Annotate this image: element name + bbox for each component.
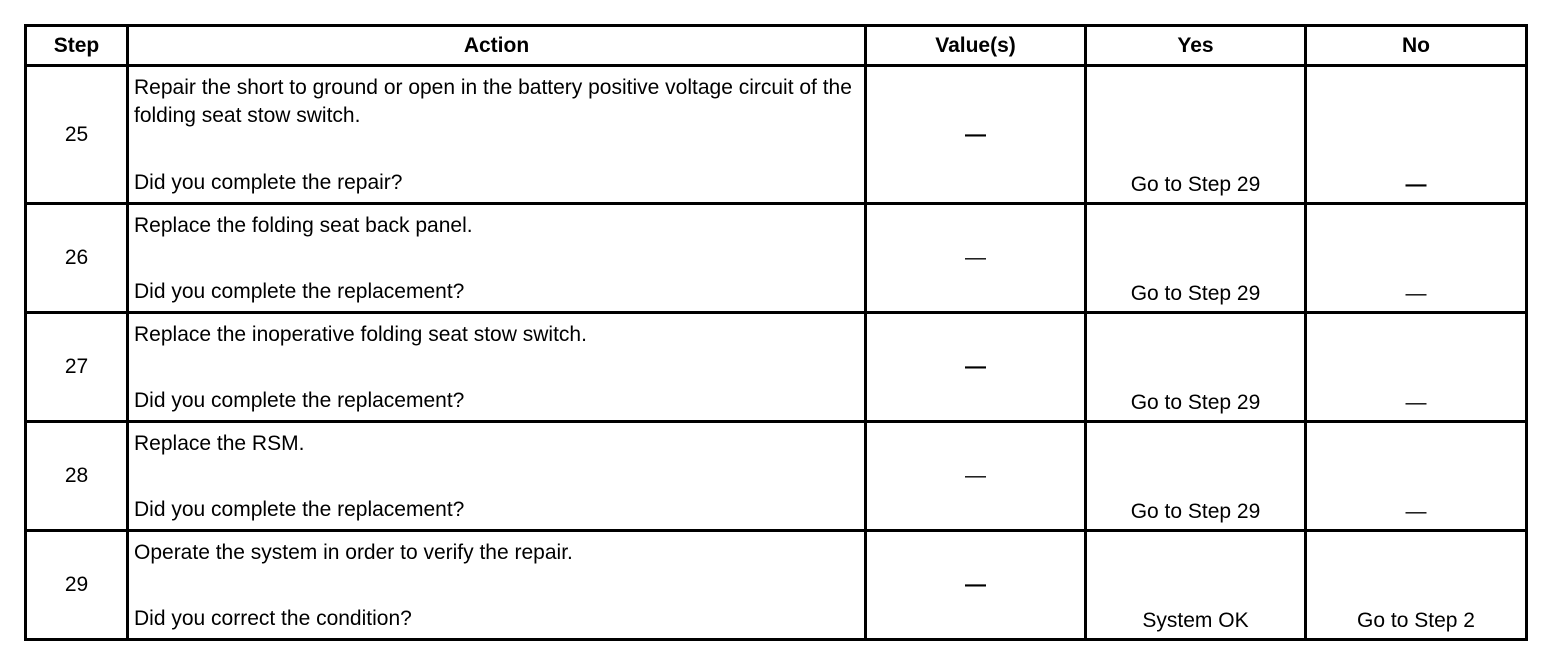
- value-cell: —: [866, 313, 1086, 422]
- yes-cell: [1086, 66, 1306, 204]
- header-yes: Yes: [1086, 26, 1306, 66]
- table-row: [26, 313, 1527, 422]
- table-row: [26, 66, 1527, 204]
- value-cell: —: [866, 204, 1086, 313]
- no-cell: [1306, 204, 1527, 313]
- yes-cell: [1086, 204, 1306, 313]
- no-result: —: [1405, 282, 1427, 305]
- action-cell: [128, 531, 866, 640]
- header-step: Step: [26, 26, 128, 66]
- action-text: Repair the short to ground or open in the battery positive voltage circuit of the folding seat stow switch.: [134, 76, 852, 127]
- yes-cell: [1086, 313, 1306, 422]
- step-number: 25: [26, 66, 128, 204]
- header-row: [26, 26, 1527, 66]
- header-action: Action: [128, 26, 866, 66]
- step-number: 27: [26, 313, 128, 422]
- yes-result: Go to Step 29: [1130, 282, 1261, 305]
- action-question: Did you correct the condition?: [134, 607, 412, 630]
- table-row: [26, 422, 1527, 531]
- yes-cell: [1086, 422, 1306, 531]
- step-number: 28: [26, 422, 128, 531]
- yes-cell: [1086, 531, 1306, 640]
- action-text: Replace the folding seat back panel.: [134, 214, 473, 237]
- table-row: [26, 531, 1527, 640]
- action-cell: [128, 313, 866, 422]
- action-text: Operate the system in order to verify the repair.: [134, 541, 573, 564]
- value-cell: —: [866, 531, 1086, 640]
- value-cell: —: [866, 66, 1086, 204]
- yes-result: Go to Step 29: [1130, 500, 1261, 523]
- action-cell: [128, 204, 866, 313]
- action-question: Did you complete the replacement?: [134, 498, 465, 521]
- action-text: Replace the RSM.: [134, 432, 305, 455]
- table-row: [26, 204, 1527, 313]
- yes-result: Go to Step 29: [1130, 391, 1261, 414]
- yes-result: Go to Step 29: [1130, 173, 1261, 196]
- yes-result: System OK: [1142, 609, 1249, 632]
- action-question: Did you complete the replacement?: [134, 389, 465, 412]
- action-question: Did you complete the repair?: [134, 171, 403, 194]
- no-result: —: [1405, 391, 1427, 414]
- action-text: Replace the inoperative folding seat stow switch.: [134, 323, 587, 346]
- action-cell: [128, 422, 866, 531]
- diagnostic-table: [24, 24, 1528, 641]
- no-cell: [1306, 422, 1527, 531]
- value-cell: —: [866, 422, 1086, 531]
- no-result: —: [1405, 173, 1427, 196]
- header-no: No: [1306, 26, 1527, 66]
- no-cell: [1306, 531, 1527, 640]
- no-result: —: [1405, 500, 1427, 523]
- no-cell: [1306, 66, 1527, 204]
- action-question: Did you complete the replacement?: [134, 280, 465, 303]
- step-number: 29: [26, 531, 128, 640]
- no-result: Go to Step 2: [1357, 609, 1475, 632]
- action-cell: [128, 66, 866, 204]
- header-value: Value(s): [866, 26, 1086, 66]
- no-cell: [1306, 313, 1527, 422]
- step-number: 26: [26, 204, 128, 313]
